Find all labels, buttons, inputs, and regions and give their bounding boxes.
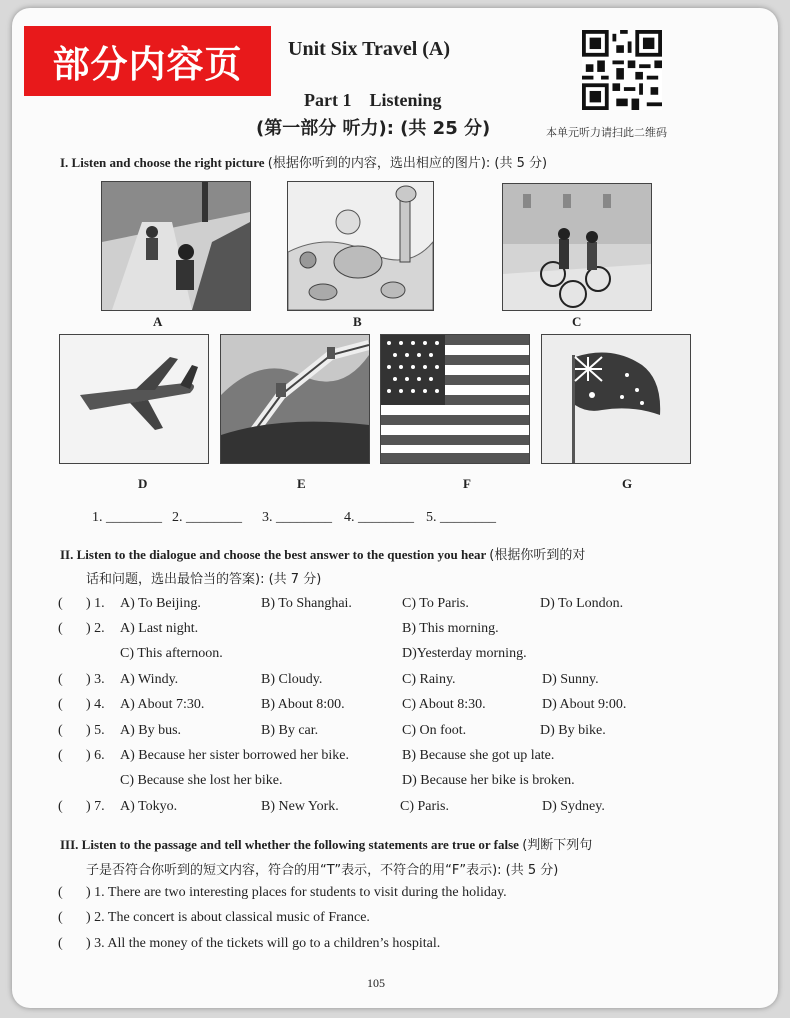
q1-option-d: D) To London. [540, 596, 624, 611]
answer-paren[interactable]: ( [58, 596, 63, 611]
picture-d-label: D [138, 476, 148, 491]
q4-option-a: A) About 7:30. [120, 697, 205, 712]
q3-option-c: C) Rainy. [402, 672, 456, 687]
q3-option-b: B) Cloudy. [261, 672, 323, 687]
answer-paren[interactable]: ( [58, 723, 63, 738]
q6-option-a: A) Because her sister borrowed her bike. [120, 748, 349, 763]
q7-option-d: D) Sydney. [542, 799, 605, 814]
picture-c-label: C [572, 314, 582, 329]
answer-paren[interactable]: ( [58, 799, 63, 814]
section-3-heading-cont: 子是否符合你听到的短文内容，符合的用“T”表示，不符合的用“F”表示): (共 5 分) [86, 863, 559, 878]
q2-option-c: C) This afternoon. [120, 646, 223, 661]
q5-option-c: C) On foot. [402, 723, 467, 738]
part-title-cn: (第一部分 听力): (共 25 分) [256, 118, 491, 139]
question-number: ) 7. [86, 799, 105, 814]
section-2-heading-cont: 话和问题，选出最恰当的答案): (共 7 分) [86, 572, 322, 587]
answer-paren[interactable]: ( [58, 910, 63, 925]
q2-option-a: A) Last night. [120, 621, 199, 636]
q6-option-c: C) Because she lost her bike. [120, 773, 283, 788]
answer-blank-1[interactable]: 1. ________ [92, 510, 162, 525]
question-number: ) 4. [86, 697, 105, 712]
q1-option-a: A) To Beijing. [120, 596, 201, 611]
q7-option-b: B) New York. [261, 799, 339, 814]
q6-option-b: B) Because she got up late. [402, 748, 555, 763]
q7-option-a: A) Tokyo. [120, 799, 178, 814]
q5-option-b: B) By car. [261, 723, 319, 738]
statement-3: ) 3. All the money of the tickets will go to a children’s hospital. [86, 936, 441, 951]
picture-a-label: A [153, 314, 163, 329]
q5-option-d: D) By bike. [540, 723, 606, 738]
picture-d [59, 334, 209, 464]
q2-option-b: B) This morning. [402, 621, 499, 636]
picture-f-label: F [463, 476, 471, 491]
section-1-heading: I. Listen and choose the right picture (根据你听到的内容，选出相应的图片): (共 5 分) [60, 155, 548, 171]
qr-code-icon[interactable] [582, 30, 662, 110]
q4-option-d: D) About 9:00. [542, 697, 627, 712]
q2-option-d: D)Yesterday morning. [402, 646, 527, 661]
answer-blank-3[interactable]: 3. ________ [262, 510, 332, 525]
preview-badge: 部分内容页 [24, 26, 271, 96]
unit-title: Unit Six Travel (A) [288, 38, 451, 60]
answer-blank-2[interactable]: 2. ________ [172, 510, 242, 525]
answer-paren[interactable]: ( [58, 697, 63, 712]
section-3-heading: III. Listen to the passage and tell whether the following statements are true or false (判断下列句 [60, 837, 593, 853]
question-number: ) 5. [86, 723, 105, 738]
answer-blank-5[interactable]: 5. ________ [426, 510, 496, 525]
question-number: ) 1. [86, 596, 105, 611]
worksheet-page [12, 8, 778, 1008]
picture-f [380, 334, 530, 464]
qr-caption: 本单元听力请扫此二维码 [546, 126, 667, 139]
q3-option-a: A) Windy. [120, 672, 179, 687]
q4-option-c: C) About 8:30. [402, 697, 486, 712]
picture-b [287, 181, 434, 311]
q1-option-b: B) To Shanghai. [261, 596, 352, 611]
question-number: ) 2. [86, 621, 105, 636]
picture-b-label: B [353, 314, 362, 329]
answer-paren[interactable]: ( [58, 936, 63, 951]
question-number: ) 6. [86, 748, 105, 763]
q5-option-a: A) By bus. [120, 723, 182, 738]
picture-a [101, 181, 251, 311]
q6-option-d: D) Because her bike is broken. [402, 773, 575, 788]
picture-c [502, 183, 652, 311]
statement-1: ) 1. There are two interesting places for students to visit during the holiday. [86, 885, 507, 900]
picture-e-label: E [297, 476, 306, 491]
answer-paren[interactable]: ( [58, 885, 63, 900]
q1-option-c: C) To Paris. [402, 596, 469, 611]
answer-paren[interactable]: ( [58, 672, 63, 687]
part-title: Part 1 Listening [304, 90, 442, 110]
section-2-heading: II. Listen to the dialogue and choose the best answer to the question you hear (根据你听到的对 [60, 547, 586, 563]
picture-e [220, 334, 370, 464]
statement-2: ) 2. The concert is about classical music of France. [86, 910, 370, 925]
q7-option-c: C) Paris. [400, 799, 449, 814]
answer-paren[interactable]: ( [58, 621, 63, 636]
q3-option-d: D) Sunny. [542, 672, 599, 687]
page-number: 105 [367, 976, 385, 990]
answer-paren[interactable]: ( [58, 748, 63, 763]
question-number: ) 3. [86, 672, 105, 687]
q4-option-b: B) About 8:00. [261, 697, 345, 712]
picture-g [541, 334, 691, 464]
answer-blank-4[interactable]: 4. ________ [344, 510, 414, 525]
picture-g-label: G [622, 476, 633, 491]
